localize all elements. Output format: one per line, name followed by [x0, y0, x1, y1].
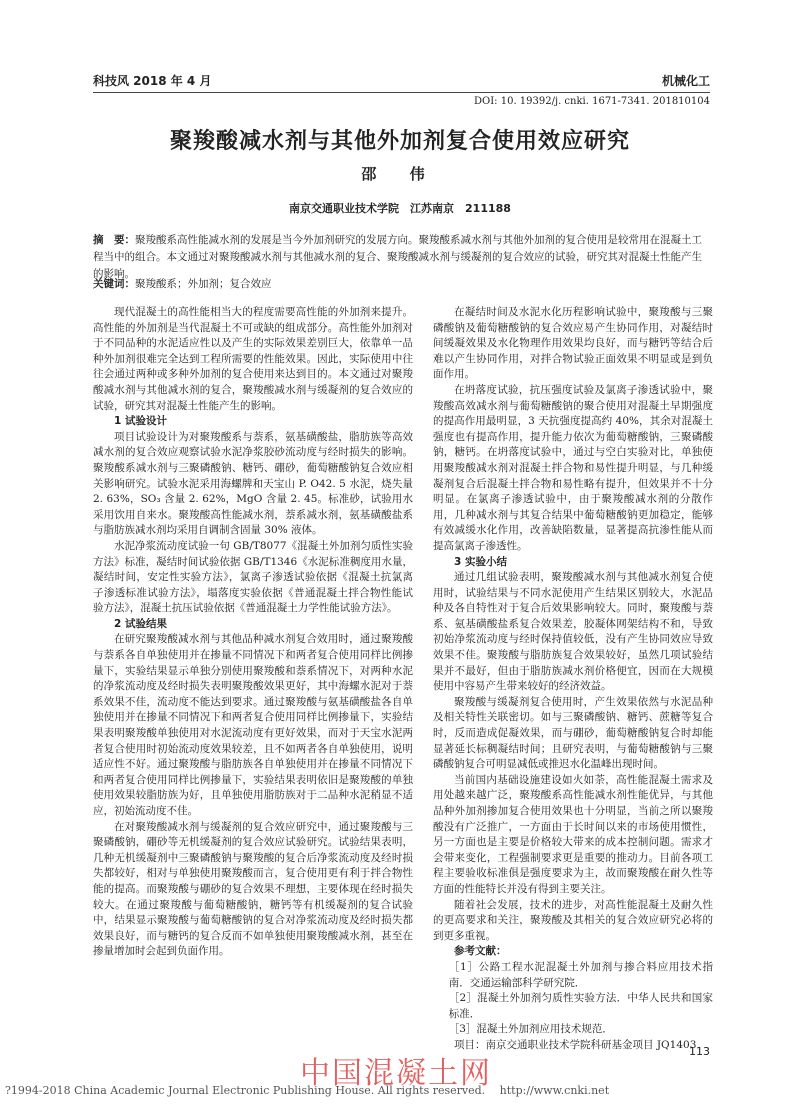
body-paragraph: 当前国内基础设施建设如火如荼，高性能混凝土需求及用处越来越广泛，聚羧酸系高性能减水剂性能优异，与其他品种外加剂掺加复合使用效果也十分明显，当前之所以聚羧酸没有广泛推广，一方面由于长时间以来的市场使用惯性，另一方面也是主要是价格较大带来的成本控制问题。需求才会带来变化，工程强制要求更是重要的推动力。目前各项工程主要验收标准俱是强度要求为主，故而聚羧酸在耐久性等方面的性能特长并没有得到主要关注。	[433, 773, 713, 895]
doi: DOI: 10. 19392/j. cnki. 1671-7341. 201810104	[474, 96, 710, 107]
left-column	[93, 305, 413, 960]
body-paragraph: 在研究聚羧酸减水剂与其他品种减水剂复合效用时，通过聚羧酸与萘系各自单独使用并在掺量不同情况下和两者复合使用同样比例掺量下，实验结果显示单独分别使用聚羧酸和萘系情况下，对两种水泥的净浆流动度及经时损失表明聚羧酸效果更好，其中海螺水泥对于萘系效果不佳，流动度不能达到要求。通过聚羧酸与氨基磺酸盐各自单独使用并在掺量不同情况下和两者复合使用同样比例掺量下，实验结果表明聚羧酸单独使用对水泥流动度有更好效果，而对于天宝水泥两者复合使用时初始流动度效果较差，且不如两者各自单独使用，说明适应性不好。通过聚羧酸与脂肪族各自单独使用并在掺量不同情况下和两者复合使用同样比例掺量下，实验结果表明依旧是聚羧酸的单独使用效果较脂肪族为好，且单独使用脂肪族对于二品种水泥稍显不适应，初始流动度不佳。	[93, 633, 413, 817]
section-name: 机械化工	[661, 74, 710, 88]
right-column	[433, 305, 713, 1054]
reference-item: ［3］混凝土外加剂应用技术规范．	[448, 1023, 613, 1036]
body-paragraph: 聚羧酸与缓凝剂复合使用时，产生效果依然与水泥品种及相关特性关联密切。如与三聚磷酸钠、糖钙、蔗糖等复合时，反而造成促凝效果，而与硼砂，葡萄糖酸钠复合时却能显著延长标稠凝结时间；且研究表明，与葡萄糖酸钠与三聚磷酸钠复合可明显减低或推迟水化温峰出现时间。	[433, 695, 713, 771]
reference-item: ［1］公路工程水泥混凝土外加剂与掺合料应用技术指南．交通运输部科学研究院．	[448, 960, 713, 989]
author: 邵 伟	[361, 165, 439, 183]
body-paragraph: 在对聚羧酸减水剂与缓凝剂的复合效应研究中，通过聚羧酸与三聚磷酸钠，硼砂等无机缓凝剂的复合效应试验研究。试验结果表明，几种无机缓凝剂中三聚磷酸钠与聚羧酸的复合后净浆流动度及经时损失都较好，相对与单独使用聚羧酸而言，复合使用更有利于拌合物性能的提高。而聚羧酸与硼砂的复合效果不理想，主要体现在经时损失较大。在通过聚羧酸与葡萄糖酸钠，糖钙等有机缓凝剂的复合试验中，结果显示聚羧酸与葡萄糖酸钠的复合对净浆流动度及经时损失都效果良好，而与糖钙的复合反而不如单独使用聚羧酸减水剂，甚至在掺量增加时会起到负面作用。	[93, 820, 413, 958]
abstract-text: 聚羧酸系高性能减水剂的发展是当今外加剂研究的发展方向。聚羧酸系减水剂与其他外加剂的复合使用是较常用在混凝土工程当中的组合。本文通过对聚羧酸减水剂与其他减水剂的复合、聚羧酸减水剂与缓凝剂的复合效应的试验，研究其对混凝土性能产生的影响。	[93, 234, 702, 280]
page-number: 113	[689, 1045, 710, 1058]
body-paragraph: 现代混凝土的高性能相当大的程度需要高性能的外加剂来提升。高性能的外加剂是当代混凝土不可或缺的组成部分。高性能外加剂对于不同品种的水泥适应性以及产生的实际效果差别巨大，依靠单一品种外加剂很难完全达到工程所需要的性能效果。因此，实际使用中往往会通过两种或多种外加剂的复合使用来达到目的。本文通过对聚羧酸减水剂与其他减水剂的复合，聚羧酸减水剂与缓凝剂的复合效应的试验，研究其对混凝土性能产生的影响。	[93, 306, 413, 412]
section-heading: 3 实验小结	[454, 555, 507, 568]
watermark: 中国混凝土网	[300, 1056, 492, 1091]
body-paragraph: 项目试验设计为对聚羧酸系与萘系，氨基磺酸盐，脂肪族等高效减水剂的复合效应观察试验水泥净浆胶砂流动度与经时损失的影响。聚羧酸系减水剂与三聚磷酸钠、糖钙、硼砂，葡萄糖酸钠复合效应相关影响研究。试验水泥采用海螺牌和天宝山 P. O42. 5 水泥，烧失量 2. 63%，SO₃ 含量 2. 62%，MgO 含量 2. 45。标准砂，试验用水采用饮用自来水。聚羧酸高性能减水剂，萘系减水剂，氨基磺酸盐系与脂肪族减水剂均采用自调制含固量 30% 液体。	[93, 430, 413, 537]
body-paragraph: 通过几组试验表明，聚羧酸减水剂与其他减水剂复合使用时，试验结果与不同水泥使用产生结果区别较大，水泥品种及各自特性对于复合后效果影响较大。同时，聚羧酸与萘系、氨基磺酸盐系复合效果差，胶凝体网架结构不和，导致初始净浆流动度与经时保持值较低，没有产生协同效应导致效果不佳。聚羧酸与脂肪族复合效果较好，虽然几项试验结果并不最好，但由于脂肪族减水剂价格便宜，因而在大规模使用中容易产生带来较好的经济效益。	[433, 571, 713, 693]
affiliation: 南京交通职业技术学院 江苏南京 211188	[289, 202, 511, 215]
body-paragraph: 水泥净浆流动度试验一句 GB/T8077《混凝土外加剂匀质性实验方法》标准，凝结时间试验依据 GB/T1346《水泥标准稠度用水量，凝结时间，安定性实验方法》，氯离子渗透试验依据《混凝土抗氯离子渗透标准试验方法》，塌落度实验依据《普通混凝土拌合物性能试验方法》，混凝土抗压试验依据《普通混凝土力学性能试验方法》。	[93, 539, 413, 615]
copyright-footer: ?1994-2018 China Academic Journal Electronic Publishing House. All rights reserved. http://www.cnki.net	[5, 1084, 610, 1097]
section-heading: 1 试验设计	[114, 415, 167, 428]
keywords-label: 关键词：	[93, 278, 135, 290]
journal-issue: 科技风 2018 年 4 月	[93, 74, 212, 88]
body-paragraph: 在坍落度试验，抗压强度试验及氯离子渗透试验中，聚羧酸高效减水剂与葡萄糖酸钠的聚合使用对混凝土早期强度的提高作用最明显，3 天抗强度提高约 40%，其余对混凝土强度也有提高作用，提升能力依次为葡萄糖酸钠，三聚磷酸钠，糖钙。在坍落度试验中，通过与空白实验对比，单独使用聚羧酸减水剂对混凝土拌合物和易性提升明显，与几种缓凝剂复合后混凝土拌合物和易性略有提升，但效果并不十分明显。在氯离子渗透试验中，由于聚羧酸减水剂的分散作用，几种减水剂与其复合结果中葡萄糖酸钠更加稳定，能够有效减缓水化作用，改善缺陷数量，显著提高抗渗性能从而提高氯离子渗透性。	[433, 383, 713, 552]
funding-note: 项目：南京交通职业技术学院科研基金项目 JQ1403	[454, 1038, 697, 1051]
keywords	[93, 276, 710, 291]
section-heading: 2 试验结果	[114, 617, 167, 630]
running-header	[93, 72, 710, 92]
reference-item: ［2］混凝土外加剂匀质性实验方法．中华人民共和国家标准．	[448, 992, 713, 1020]
paper-title: 聚羧酸减水剂与其他外加剂复合使用效应研究	[169, 129, 630, 154]
header-rule	[93, 92, 710, 93]
section-heading: 参考文献：	[454, 945, 507, 958]
keywords-text: 聚羧酸系；外加剂；复合效应	[135, 278, 272, 290]
body-paragraph: 在凝结时间及水泥水化历程影响试验中，聚羧酸与三聚磷酸钠及葡萄糖酸钠的复合效应易产生协同作用，对凝结时间缓凝效果及水化物理作用效果均良好，而与糖钙等结合后难以产生协同作用，对拌合物试验正面效果不明显或是到负面作用。	[433, 306, 713, 381]
abstract-label: 摘 要：	[93, 234, 135, 246]
body-paragraph: 随着社会发展，技术的进步，对高性能混凝土及耐久性的更高要求和关注，聚羧酸及其相关的复合效应研究必将的到更多重视。	[433, 898, 713, 942]
